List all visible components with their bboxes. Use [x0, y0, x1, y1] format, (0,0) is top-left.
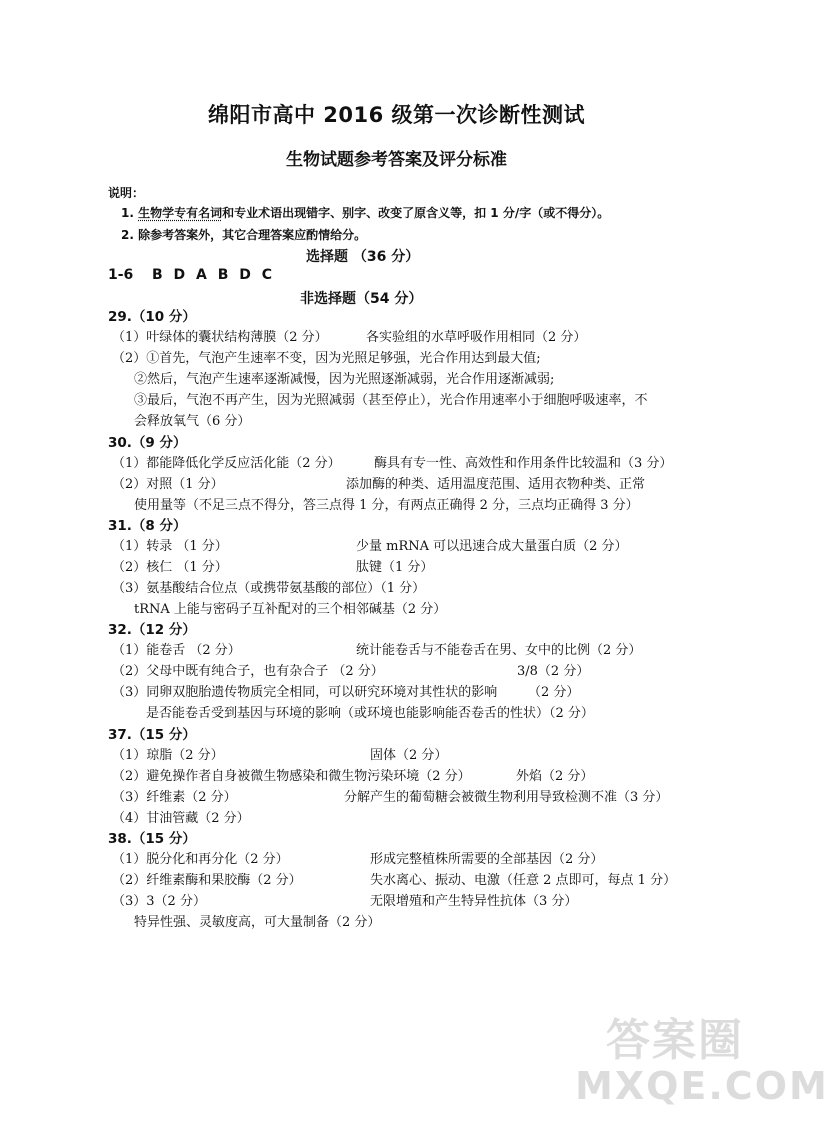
choice-section-header: 选择题 （36 分）: [306, 249, 420, 265]
q37-line-4: （4）甘油管藏（2 分）: [112, 811, 250, 826]
q32-line-2b: 3/8（2 分）: [517, 664, 590, 679]
q38-line-2a: （2）纤维素酶和果胶酶（2 分）: [112, 873, 302, 888]
q37-line-3b: 分解产生的葡萄糖会被微生物利用导致检测不准（3 分）: [344, 790, 669, 805]
q37-line-3a: （3）纤维素（2 分）: [112, 790, 237, 805]
q29-line-1a: （1）叶绿体的囊状结构薄膜（2 分）: [112, 330, 328, 345]
q37-heading: 37.（15 分）: [108, 727, 196, 743]
watermark-text-bottom: MXQE.COM: [575, 1064, 829, 1108]
watermark-logo: [575, 1004, 829, 1114]
q37-line-1b: 固体（2 分）: [370, 748, 448, 763]
q31-line-1a: （1）转录 （1 分）: [112, 539, 228, 554]
q31-line-2a: （2）核仁 （1 分）: [112, 560, 228, 575]
choice-range: 1-6: [108, 267, 134, 283]
page-subtitle: 生物试题参考答案及评分标准: [286, 150, 507, 170]
page-title: 绵阳市高中 2016 级第一次诊断性测试: [207, 103, 586, 127]
q29-line-2: （2）①首先，气泡产生速率不变，因为光照足够强，光合作用达到最大值;: [112, 351, 541, 366]
q38-line-4: 特异性强、灵敏度高，可大量制备（2 分）: [134, 915, 381, 930]
note-1: [121, 204, 609, 221]
q38-line-2b: 失水离心、振动、电激（任意 2 点即可，每点 1 分）: [370, 873, 677, 888]
q38-line-1a: （1）脱分化和再分化（2 分）: [112, 852, 289, 867]
choice-answers: B D A B D C: [152, 267, 273, 283]
q29-heading: 29.（10 分）: [108, 309, 196, 325]
q32-line-1b: 统计能卷舌与不能卷舌在男、女中的比例（2 分）: [356, 643, 642, 658]
q29-line-4: ③最后，气泡不再产生，因为光照减弱（甚至停止），光合作用速率小于细胞呼吸速率，不: [134, 393, 648, 408]
q32-line-4: 是否能卷舌受到基因与环境的影响（或环境也能影响能否卷舌的性状）（2 分）: [146, 706, 594, 721]
nonchoice-section-header: 非选择题（54 分）: [300, 291, 423, 307]
q37-line-1a: （1）琼脂（2 分）: [112, 748, 224, 763]
q32-line-1a: （1）能卷舌 （2 分）: [112, 643, 241, 658]
q30-line-3: 使用量等（不足三点不得分，答三点得 1 分，有两点正确得 2 分，三点均正确得 3 分）: [134, 498, 639, 513]
q32-heading: 32.（12 分）: [108, 622, 196, 638]
q38-line-1b: 形成完整植株所需要的全部基因（2 分）: [370, 852, 604, 867]
q38-line-3a: （3）3（2 分）: [112, 894, 206, 909]
q30-line-1a: （1）都能降低化学反应活化能（2 分）: [112, 456, 341, 471]
q37-line-2a: （2）避免操作者自身被微生物感染和微生物污染环境（2 分）: [112, 769, 471, 784]
q31-line-3: （3）氨基酸结合位点（或携带氨基酸的部位）（1 分）: [112, 581, 426, 596]
q29-line-1b: 各实验组的水草呼吸作用相同（2 分）: [366, 330, 587, 345]
q30-heading: 30.（9 分）: [108, 435, 187, 451]
note-1-number: 1.: [121, 206, 139, 220]
q32-line-3a: （3）同卵双胞胎遗传物质完全相同，可以研究环境对其性状的影响: [112, 685, 498, 700]
q38-line-3b: 无限增殖和产生特异性抗体（3 分）: [370, 894, 578, 909]
q31-line-1b: 少量 mRNA 可以迅速合成大量蛋白质（2 分）: [356, 539, 628, 554]
note-1-dotted-term: 生物学专有名词: [138, 206, 223, 220]
q30-line-1b: 酶具有专一性、高效性和作用条件比较温和（3 分）: [374, 456, 673, 471]
q31-line-4: tRNA 上能与密码子互补配对的三个相邻碱基（2 分）: [134, 602, 447, 617]
q29-line-5: 会释放氧气（6 分）: [134, 414, 251, 429]
note-2: 2. 除参考答案外，其它合理答案应酌情给分。: [121, 228, 367, 242]
q38-heading: 38.（15 分）: [108, 831, 196, 847]
q32-line-3b: （2 分）: [528, 685, 580, 700]
q29-line-3: ②然后，气泡产生速率逐渐减慢，因为光照逐渐减弱，光合作用逐渐减弱;: [134, 372, 555, 387]
notes-label: 说明：: [108, 186, 145, 200]
q30-line-2a: （2）对照（1 分）: [112, 477, 224, 492]
q32-line-2a: （2）父母中既有纯合子，也有杂合子 （2 分）: [112, 664, 384, 679]
watermark-text-top: 答案圈: [606, 1015, 744, 1066]
q31-heading: 31.（8 分）: [108, 518, 187, 534]
q31-line-2b: 肽键（1 分）: [356, 560, 434, 575]
q30-line-2b: 添加酶的种类、适用温度范围、适用衣物种类、正常: [346, 477, 646, 492]
q37-line-2b: 外焰（2 分）: [516, 769, 594, 784]
note-1-rest: 和专业术语出现错字、别字、改变了原含义等，扣 1 分/字（或不得分）。: [222, 206, 610, 220]
